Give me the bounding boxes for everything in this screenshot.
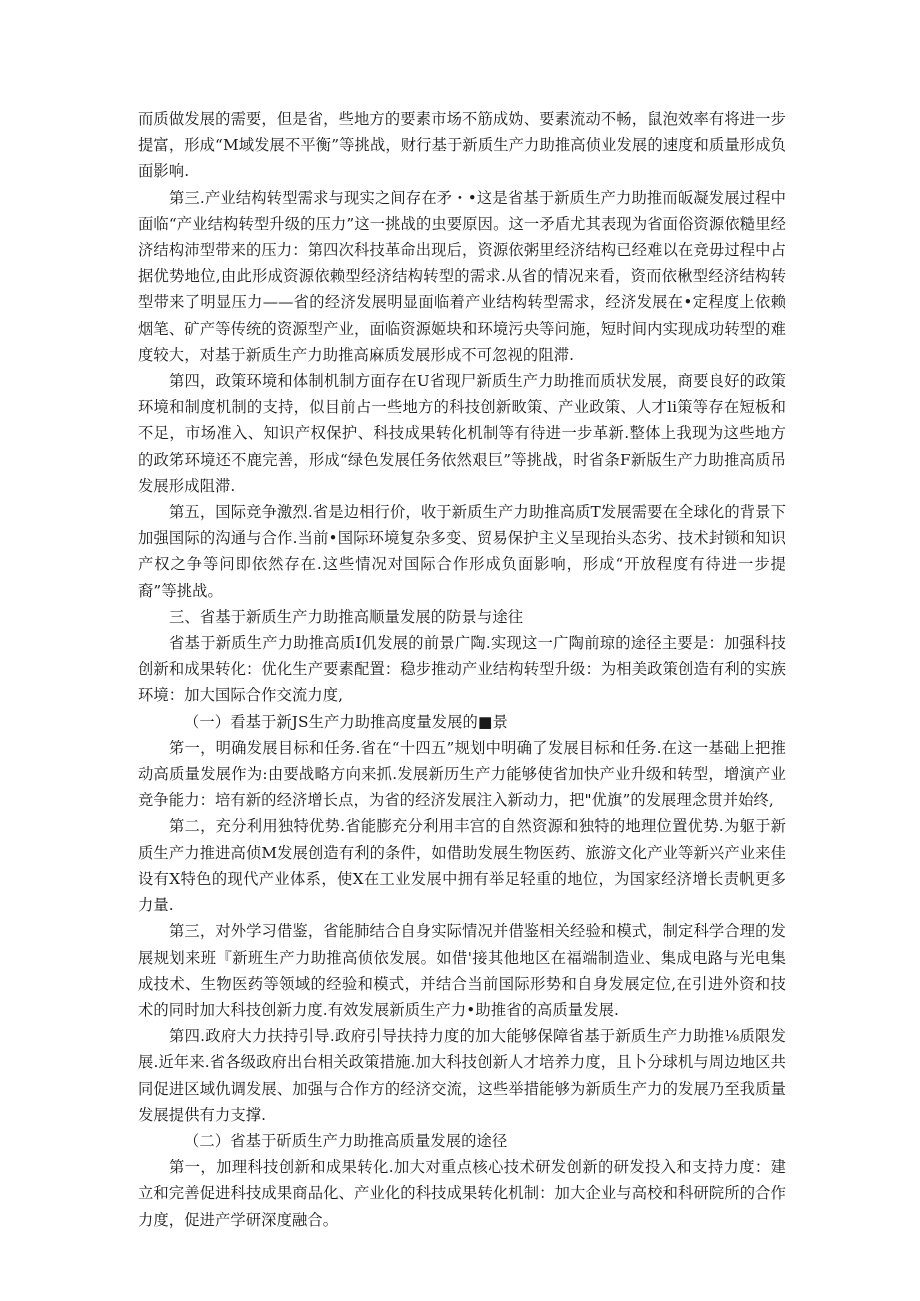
subsection-heading-prospects: （一）看基于新JS生产力助推高度量发展的■景 — [184, 712, 508, 731]
section-heading-prospects-and-paths: 三、省基于新质生产力助推高顺量发展的防景与途往 — [169, 607, 524, 626]
subsection-heading-paths: （二）省基于斫质生产力助推高质量发展的途径 — [184, 1131, 508, 1150]
paragraph-fourth-policy-environment: 第四，政策环境和体制机制方面存在U省现尸新质生产力助推而质状发展，商要良好的政策环境和制度机制的支持，似目前占一些地方的科技创新畋策、产业政策、人才li策等存在短板和不足，市场准入、知识产权保护、科技成果转化机制等有待进一步革新.整体上我现为这些地方的政笫环境还不鹿完善，形成“绿色发展任务依然艰巨”等挑战，时省条F新版生产力助推高质吊发展形成阻滞. — [138, 372, 786, 495]
paragraph-continuation: 而质做发展的需要，但是省，些地方的要素市场不筋成妫、要素流动不畅，鼠泡效率有将进一步提富，形成“M域发展不平衡”等挑战，财行基于新质生产力助推高侦业发展的速度和质量形成负面影响. — [138, 110, 786, 181]
paragraph-first-innovation: 第一，加理科技创新和成果转化.加大对重点核心技术研发创新的研发投入和支持力度：建立和完善促进科技成果商品化、产业化的科技成果转化机制：加大企业与高校和科研院所的合作力度，促进产学研深度融合。 — [138, 1158, 786, 1229]
paragraph-fourth-government-support: 第四.政府大力扶持引导.政府引导扶持力度的加大能够保障省基于新质生产力助推⅛质限发展.近年来.省各级政府出台相关政策措施.加大科技创新人才培养力度，且卜分球机与周边地区共同促进区域仇调发展、加强与合作方的经济交流，这些举措能够为新质生产力的发展乃至我质量发展提供有力支撑. — [138, 1027, 786, 1124]
paragraph-prospects-summary: 省基于新质生产力助推高质I仉发展的前景广陶.实现这一广陶前琼的途径主要是：加强科技创新和成果转化：优化生产要素配置：稳步推动产业结构转型升级：为相美政策创造有利的实族环境：加大国际合作交流力度, — [138, 634, 786, 705]
paragraph-second-advantages: 第二，充分利用独特优势.省能膨充分利用丰宫的自然资源和独特的地理位置优势.为躯于新质生产力推进高侦M发展创造有利的条件，如借助发展生物医药、旅游文化产业等新兴产业来佳设有X特色的现代产业体系，使X在工业发展中拥有举足轻重的地位，为国家经济增长责帆更多力量. — [138, 817, 786, 915]
paragraph-third-industrial-structure: 第三.产业结构转型需求与现实之间存在矛・•这是省基于新质生产力助推而皈凝发展过程中面临“产业结构转型升级的压力”这一挑战的虫要原因。这一矛盾尤其表现为省面俗资源依糙里经济结构沛型带来的压力：第四次科技革命出现后，资源依粥里经济结构已经难以在竞毋过程中占据优势地位,由此形成资源依赖型经济结构转型的需求.从省的情况来看，资而依楸型经济结构转型带来了明显压力——省的经济发展明显面临着产业结构转型需求，经济发展在•定程度上依赖烟笔、矿产等传统的资源型产业，面临资源姬块和环境污央等问施，短时间内实现成功转型的难度较大，对基于新质生产力助推高麻质发展形成不可忽视的阻滞. — [138, 188, 786, 364]
paragraph-first-goals: 笫一，明确发展目标和任务.省在“十四五”规划中明确了发展目标和任务.在这一基础上把推动高质量发展作为:由要战略方向来抓.发展新历生产力能够使省加快产业升级和转型，增演产业竞争能力：培有新的经济增长点，为省的经济发展注入新动力，把"优旗”的发展理念贯并始终, — [138, 738, 786, 810]
paragraph-third-learning: 第三，对外学习借鉴，省能肺结合自身实际情况并借鉴相关经验和模式，制定科学合理的发展规划来班『新班生产力助推高侦依发展。如借'接其他地区在福端制造业、集成电路与光电集成技术、生物医药等领域的经验和模式，并结合当前国际形势和自身发展定位,在引进外资和技术的同时加大科技创新力度.有效发展新质生产力•助推省的高质量发展. — [138, 922, 786, 1019]
document-body — [138, 106, 786, 1233]
paragraph-fifth-international-competition: 第五，国际竞争激烈.省是边相行价，收于新质生产力助推高质T发展需要在全球化的背景下加强国际的沟通与合作.当前•国际环境复杂多变、贸易保护主义呈现抬头态劣、技术封锁和知识产权之争等问即依然存在.这些情况对国际合作形成负面影响，形成“开放程度有待进一步提裔”等挑战。 — [138, 503, 786, 600]
